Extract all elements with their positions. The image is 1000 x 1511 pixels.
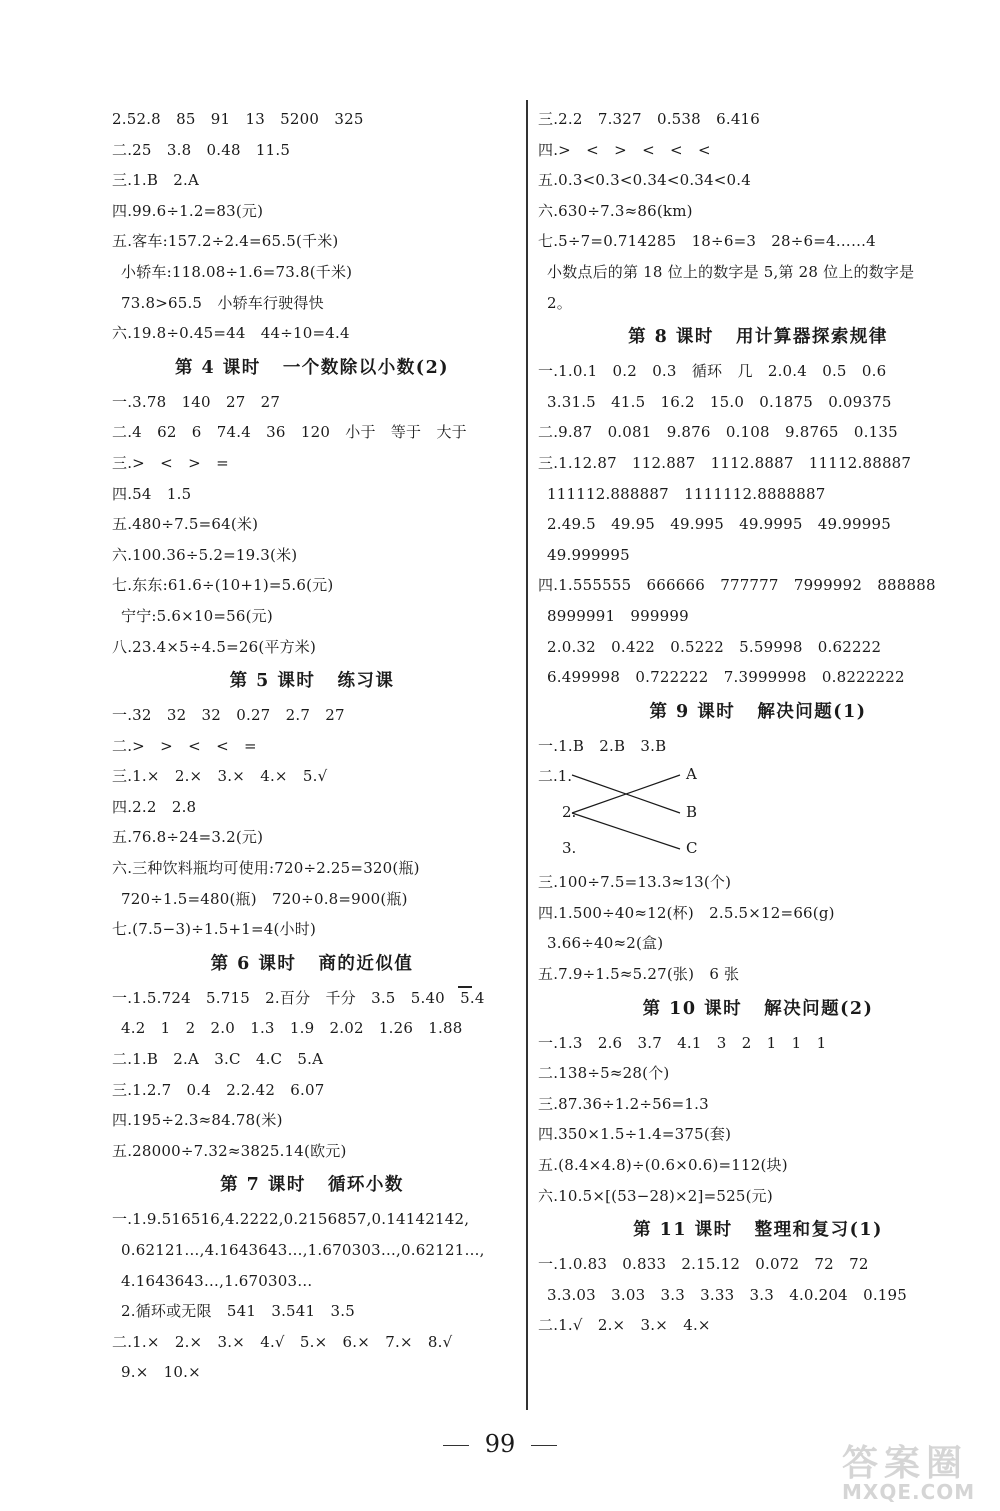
match-left-3: 3.: [562, 839, 577, 858]
answer-line: 111112.888887 1111112.8888887: [547, 484, 826, 503]
answer-line: 六.10.5×[(53−28)×2]=525(元): [538, 1186, 773, 1205]
answer-line: 五.客车:157.2÷2.4=65.5(千米): [112, 232, 339, 251]
answer-line: 3.31.5 41.5 16.2 15.0 0.1875 0.09375: [547, 392, 892, 411]
answer-line: 一.32 32 32 0.27 2.7 27: [112, 706, 345, 725]
answer-line: 三.2.2 7.327 0.538 6.416: [538, 110, 761, 128]
answer-line: 一.1.0.83 0.833 2.15.12 0.072 72 72: [538, 1255, 869, 1274]
answer-line: 一.1.0.1 0.2 0.3 循环 几 2.0.4 0.5 0.6: [538, 362, 887, 381]
page-number-dash-left: [443, 1445, 469, 1446]
answer-line: 2。: [547, 293, 572, 312]
section-heading-8: 第 8 课时 用计算器探索规律: [628, 327, 888, 348]
watermark-logo: 答案圈 MXQE.COM: [842, 1443, 976, 1504]
answer-line: 五.480÷7.5=64(米): [112, 515, 259, 534]
answer-line: 二.1.× 2.× 3.× 4.√ 5.× 6.× 7.× 8.√: [112, 1332, 453, 1351]
answer-line: 六.三种饮料瓶均可使用:720÷2.25=320(瓶): [112, 859, 420, 878]
answer-line: 一.1.3 2.6 3.7 4.1 3 2 1 1 1: [538, 1033, 827, 1052]
answer-line: 四.54 1.5: [112, 484, 192, 503]
answer-line: 小数点后的第 18 位上的数字是 5,第 28 位上的数字是: [547, 262, 915, 281]
right-column: [538, 104, 978, 1341]
answer-line: 七.5÷7=0.714285 18÷6=3 28÷6=4……4: [538, 232, 876, 251]
match-left-2: 2.: [562, 803, 577, 822]
answer-line: 五.(8.4×4.8)÷(0.6×0.6)=112(块): [538, 1156, 788, 1175]
answer-line: 四.2.2 2.8: [112, 797, 197, 816]
answer-line: 3.3.03 3.03 3.3 3.33 3.3 4.0.204 0.195: [547, 1285, 908, 1304]
answer-line: 3.66÷40≈2(盒): [547, 934, 664, 953]
answer-line: 五.0.3<0.3<0.34<0.34<0.4: [538, 171, 752, 190]
answer-line: 三.1.B 2.A: [112, 171, 200, 190]
answer-line: 宁宁:5.6×10=56(元): [121, 606, 273, 625]
section-heading-4: 第 4 课时 一个数除以小数(2): [174, 357, 450, 378]
stray-dash-mark: [458, 986, 472, 988]
answer-line: 七.东东:61.6÷(10+1)=5.6(元): [112, 576, 334, 595]
answer-line: 六.100.36÷5.2=19.3(米): [112, 545, 298, 564]
answer-line: 一.1.5.724 5.715 2.百分 千分 3.5 5.40 5.4: [112, 988, 485, 1007]
section-heading-11: 第 11 课时 整理和复习(1): [633, 1220, 883, 1241]
section-heading-5: 第 5 课时 练习课: [229, 671, 395, 692]
answer-line: 五.7.9÷1.5≈5.27(张) 6 张: [538, 965, 740, 984]
answer-line: 四.99.6÷1.2=83(元): [112, 201, 264, 220]
answer-line: 一.1.9.516516,4.2222,0.2156857,0.14142142,: [112, 1210, 470, 1229]
answer-line: 三.1.12.87 112.887 1112.8887 11112.88887: [538, 453, 912, 472]
match-right-c: C: [686, 839, 698, 858]
answer-line: 二.4 62 6 74.4 36 120 小于 等于 大于: [112, 423, 467, 442]
answer-line: 三.1.× 2.× 3.× 4.× 5.√: [112, 767, 328, 786]
answer-line: 四.350×1.5÷1.4=375(套): [538, 1125, 732, 1144]
answer-line: 二.138÷5≈28(个): [538, 1064, 670, 1083]
answer-line: 4.1643643…,1.670303…: [121, 1271, 313, 1290]
answer-line: 73.8>65.5 小轿车行驶得快: [121, 293, 324, 312]
section-heading-10: 第 10 课时 解决问题(2): [642, 998, 874, 1019]
answer-line: 六.19.8÷0.45=44 44÷10=4.4: [112, 324, 350, 343]
answer-line: 二.1.√ 2.× 3.× 4.×: [538, 1316, 711, 1335]
left-column: [112, 104, 512, 1388]
answer-line: 一.3.78 140 27 27: [112, 392, 281, 411]
answer-line: 七.(7.5−3)÷1.5+1=4(小时): [112, 920, 316, 939]
answer-line: 五.28000÷7.32≈3825.14(欧元): [112, 1141, 347, 1160]
answer-line: 小轿车:118.08÷1.6=73.8(千米): [121, 262, 353, 281]
match-right-a: A: [686, 765, 697, 784]
answer-line: 2.49.5 49.95 49.995 49.9995 49.99995: [547, 515, 891, 534]
answer-line: 五.76.8÷24=3.2(元): [112, 828, 264, 847]
page-number: 99: [0, 1430, 1000, 1458]
match-left-1: 二.1.: [538, 767, 573, 786]
column-divider: [526, 100, 528, 1410]
answer-line: 三.1.2.7 0.4 2.2.42 6.07: [112, 1080, 325, 1099]
matching-diagram: [538, 763, 978, 863]
match-right-b: B: [686, 803, 698, 822]
answer-line: 6.499998 0.722222 7.3999998 0.8222222: [547, 668, 905, 687]
answer-line: 二.9.87 0.081 9.876 0.108 9.8765 0.135: [538, 423, 898, 442]
answer-line: 四.1.555555 666666 777777 7999992 888888: [538, 576, 936, 595]
answer-line: 三.87.36÷1.2÷56=1.3: [538, 1094, 709, 1113]
answer-line: 2.0.32 0.422 0.5222 5.59998 0.62222: [547, 637, 882, 656]
answer-line: 四.1.500÷40≈12(杯) 2.5.5×12=66(g): [538, 903, 835, 922]
answer-line: 八.23.4×5÷4.5=26(平方米): [112, 637, 317, 656]
answer-line: 三.> < > =: [112, 453, 229, 472]
answer-line: 二.25 3.8 0.48 11.5: [112, 140, 291, 159]
section-heading-9: 第 9 课时 解决问题(1): [649, 701, 867, 722]
answer-line: 二.> > < < =: [112, 736, 257, 755]
section-heading-7: 第 7 课时 循环小数: [220, 1175, 404, 1196]
answer-line: 三.100÷7.5=13.3≈13(个): [538, 873, 732, 892]
page-number-dash-right: [531, 1445, 557, 1446]
answer-line: 49.999995: [547, 545, 630, 564]
answer-line: 720÷1.5=480(瓶) 720÷0.8=900(瓶): [121, 889, 408, 908]
answer-line: 0.62121…,4.1643643…,1.670303…,0.62121…,: [121, 1241, 485, 1259]
answer-line: 一.1.B 2.B 3.B: [538, 736, 667, 755]
answer-line: 四.> < > < < <: [538, 140, 711, 159]
answer-line: 四.195÷2.3≈84.78(米): [112, 1111, 283, 1130]
answer-line: 4.2 1 2 2.0 1.3 1.9 2.02 1.26 1.88: [121, 1019, 463, 1038]
section-heading-6: 第 6 课时 商的近似值: [210, 953, 414, 974]
answer-line: 二.1.B 2.A 3.C 4.C 5.A: [112, 1050, 324, 1069]
answer-line: 六.630÷7.3≈86(km): [538, 201, 693, 220]
answer-line: 2.循环或无限 541 3.541 3.5: [121, 1302, 355, 1321]
answer-line: 8999991 999999: [547, 606, 689, 625]
answer-line: 2.52.8 85 91 13 5200 325: [112, 110, 364, 128]
match-line-2-c: [572, 813, 680, 849]
answer-line: 9.× 10.×: [121, 1363, 201, 1382]
